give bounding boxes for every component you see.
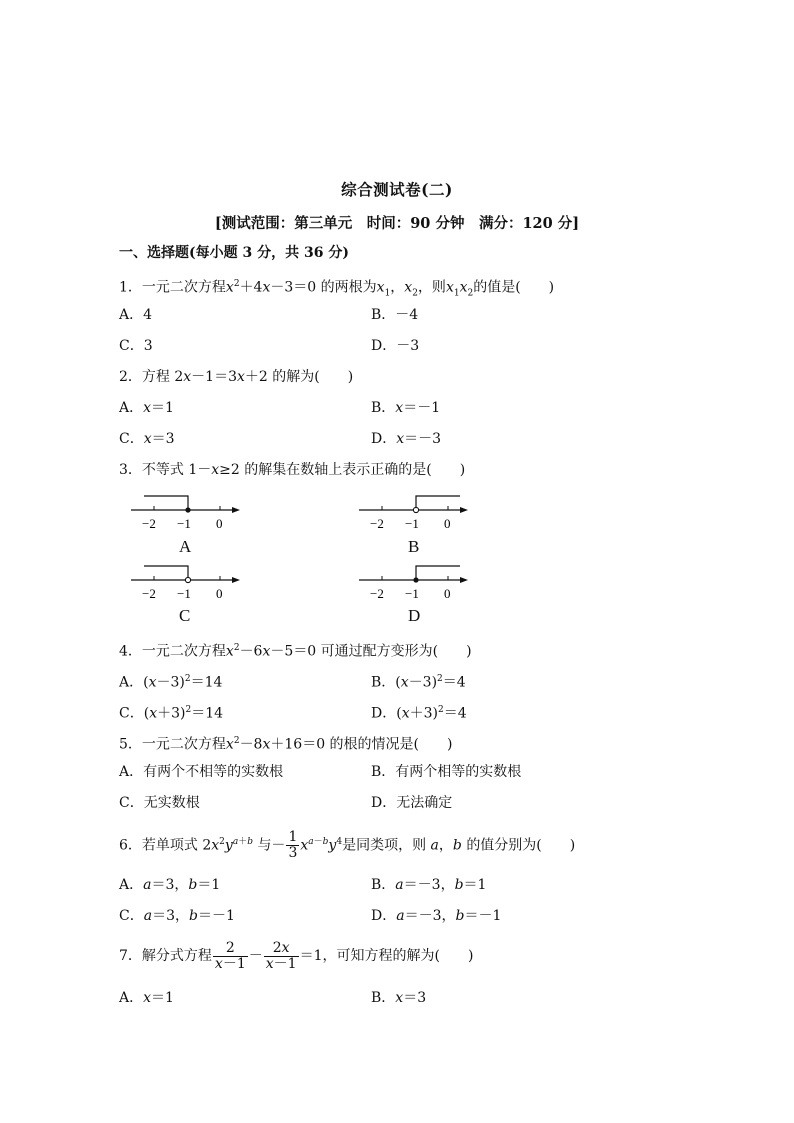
q4-option-b: B．$(x-3)^2=4$ bbox=[371, 674, 466, 691]
number-line-label-a: A bbox=[179, 537, 192, 556]
tick-label: −1 bbox=[405, 586, 419, 601]
q5-option-c: C．无实数根 bbox=[119, 795, 200, 811]
tick-label: 0 bbox=[444, 516, 451, 531]
number-line-label-d: D bbox=[408, 606, 421, 625]
number-line-b bbox=[356, 490, 472, 534]
tick-label: −2 bbox=[142, 586, 156, 601]
fraction-one-third: $\frac{1}{3}$ bbox=[288, 829, 298, 862]
q2-option-c: C．x＝3 bbox=[119, 431, 175, 447]
q4-option-d: D．$(x+3)^2=4$ bbox=[371, 705, 467, 722]
open-dot-icon bbox=[413, 507, 418, 512]
fraction-2-over-x-minus-1: $\frac{2}{x-1}$ bbox=[214, 939, 246, 972]
tick-label: −2 bbox=[142, 516, 156, 531]
tick-label: 0 bbox=[216, 516, 223, 531]
q6-option-d: D．a＝－3，b＝－1 bbox=[371, 908, 502, 924]
q7-option-b: B．x＝3 bbox=[371, 990, 427, 1006]
tick-label: −1 bbox=[405, 516, 419, 531]
tick-label: −1 bbox=[177, 516, 191, 531]
q1-option-b: B．－4 bbox=[371, 307, 419, 323]
number-line-c bbox=[128, 560, 244, 604]
q7-option-a: A．x＝1 bbox=[119, 990, 174, 1006]
q6-option-c: C．a＝3，b＝－1 bbox=[119, 908, 235, 924]
q1-option-c: C．3 bbox=[119, 338, 153, 354]
q1-option-a: A．4 bbox=[119, 307, 153, 323]
closed-dot-icon bbox=[185, 507, 190, 512]
question-1: 1．一元二次方程$x^2+4x-3=0$ 的两根为$x_1$，$x_2$，则$x_1x_2$的值是( ) bbox=[119, 279, 555, 299]
number-line-a bbox=[128, 490, 244, 534]
q6-option-b: B．a＝－3，b＝1 bbox=[371, 877, 487, 893]
q1-option-d: D．－3 bbox=[371, 338, 420, 354]
tick-label: −1 bbox=[177, 586, 191, 601]
tick-label: −2 bbox=[370, 586, 384, 601]
q2-option-a: A．x＝1 bbox=[119, 400, 174, 416]
question-2: 2．方程 2x－1＝3x＋2 的解为( ) bbox=[119, 369, 354, 385]
test-info: [测试范围：第三单元 时间：90 分钟 满分：120 分] bbox=[214, 215, 580, 232]
question-7: 7．解分式方程 $\frac{2}{x-1}$ － $\frac{2x}{x-1}$ ＝1，可知方程的解为( ) bbox=[119, 939, 474, 972]
tick-label: 0 bbox=[444, 586, 451, 601]
question-5: 5．一元二次方程$x^2-8x+16=0$ 的根的情况是( ) bbox=[119, 736, 453, 753]
tick-label: −2 bbox=[370, 516, 384, 531]
question-4: 4．一元二次方程$x^2-6x-5=0$ 可通过配方变形为( ) bbox=[119, 643, 472, 660]
q2-option-b: B．x＝－1 bbox=[371, 400, 441, 416]
fraction-2x-over-x-minus-1: $\frac{2x}{x-1}$ bbox=[265, 939, 297, 972]
q4-option-a: A．$(x-3)^2=14$ bbox=[119, 674, 223, 691]
q5-option-b: B．有两个相等的实数根 bbox=[371, 764, 522, 780]
section-heading: 一、选择题(每小题 3 分，共 36 分) bbox=[119, 245, 349, 261]
open-dot-icon bbox=[185, 577, 190, 582]
question-3: 3．不等式 1－x≥2 的解集在数轴上表示正确的是( ) bbox=[119, 462, 466, 478]
number-line-label-b: B bbox=[408, 537, 420, 556]
q6-option-a: A．a＝3，b＝1 bbox=[119, 877, 221, 893]
number-line-label-c: C bbox=[179, 606, 191, 625]
q5-option-d: D．无法确定 bbox=[371, 795, 453, 811]
question-6: 6．若单项式 $2x^2y^{a+b}$ 与－ $\frac{1}{3}$ $x^{a-b}y^4$是同类项，则 a，b 的值分别为( ) bbox=[119, 829, 576, 862]
q2-option-d: D．x＝－3 bbox=[371, 431, 442, 447]
tick-label: 0 bbox=[216, 586, 223, 601]
closed-dot-icon bbox=[413, 577, 418, 582]
page-title: 综合测试卷(二) bbox=[341, 180, 453, 199]
q4-option-c: C．$(x+3)^2=14$ bbox=[119, 705, 224, 722]
number-line-d bbox=[356, 560, 472, 604]
q5-option-a: A．有两个不相等的实数根 bbox=[119, 764, 284, 780]
